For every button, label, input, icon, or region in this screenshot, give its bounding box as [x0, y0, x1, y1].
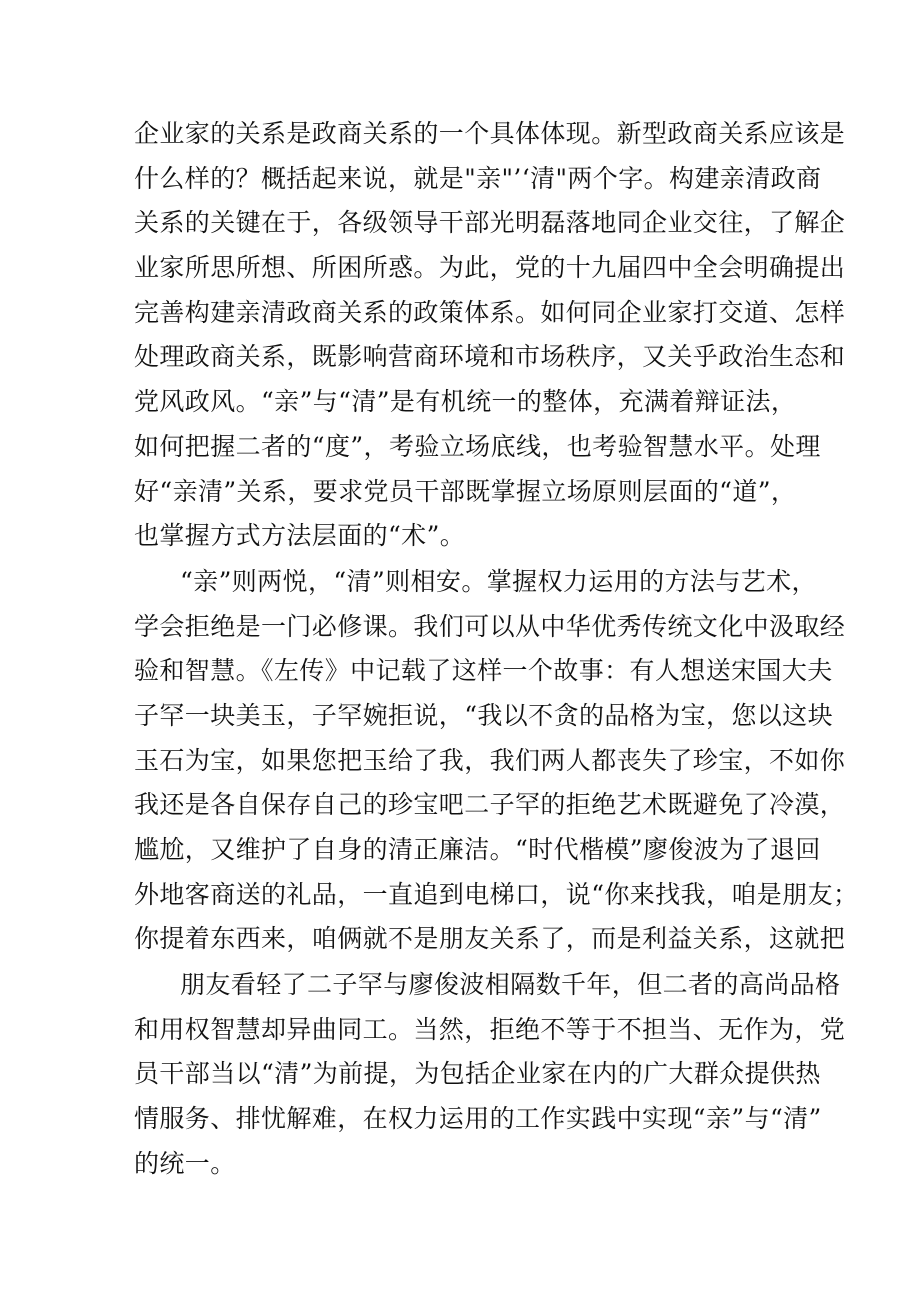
- text-line: 朋友看轻了二子罕与廖俊波相隔数千年，但二者的高尚品格: [180, 970, 841, 1000]
- text-line: 外地客商送的礼品，一直追到电梯口，说“你来找我，咱是朋友；: [134, 879, 859, 909]
- text-line: 学会拒绝是一门必修课。我们可以从中华优秀传统文化中汲取经: [134, 611, 846, 641]
- text-line: 什么样的？概括起来说，就是"亲"’‘清"两个字。构建亲清政商: [134, 163, 822, 193]
- text-line: 你提着东西来，咱俩就不是朋友关系了，而是利益关系，这就把: [134, 924, 846, 954]
- text-line: 也掌握方式方法层面的“术”。: [134, 521, 466, 551]
- text-line: 处理政商关系，既影响营商环境和市场秩序，又关乎政治生态和: [134, 342, 846, 372]
- paragraph-1: [134, 112, 846, 559]
- paragraph-3: [134, 963, 846, 1186]
- text-line: 验和智慧。《左传》中记载了这样一个故事：有人想送宋国大夫: [134, 656, 833, 686]
- text-line: 玉石为宝，如果您把玉给了我，我们两人都丧失了珍宝，不如你: [134, 745, 846, 775]
- text-line: 尴尬，又维护了自身的清正廉洁。“时代楷模”廖俊波为了退回: [134, 835, 821, 864]
- article-body: [134, 112, 859, 1187]
- text-line: “亲”则两悦，“清”则相安。掌握权力运用的方法与艺术，: [180, 566, 817, 596]
- paragraph-2: [134, 560, 859, 962]
- text-line: 和用权智慧却异曲同工。当然，拒绝不等于不担当、无作为，党: [134, 1014, 846, 1044]
- text-line: 我还是各自保存自己的珍宝吧二子罕的拒绝艺术既避免了冷漠，: [134, 790, 846, 820]
- text-line: 子罕一块美玉，子罕婉拒说，“我以不贪的品格为宝，您以这块: [134, 700, 833, 730]
- text-line: 如何把握二者的“度”，考验立场底线，也考验智慧水平。处理: [134, 431, 821, 461]
- text-line: 完善构建亲清政商关系的政策体系。如何同企业家打交道、怎样: [134, 297, 846, 327]
- text-line: 好“亲清”关系，要求党员干部既掌握立场原则层面的“道”，: [134, 476, 797, 506]
- text-line: 情服务、排忧解难，在权力运用的工作实践中实现“亲”与“清”: [134, 1104, 822, 1134]
- text-line: 业家所思所想、所困所惑。为此，党的十九届四中全会明确提出: [134, 253, 846, 283]
- text-line: 关系的关键在于，各级领导干部光明磊落地同企业交往，了解企: [134, 208, 846, 238]
- text-line: 员干部当以“清”为前提，为包括企业家在内的广大群众提供热: [134, 1059, 821, 1089]
- text-line: 的统一。: [134, 1148, 236, 1178]
- text-line: 党风政风。“亲”与“清”是有机统一的整体，充满着辩证法，: [134, 387, 797, 417]
- text-line: 企业家的关系是政商关系的一个具体体现。新型政商关系应该是: [134, 119, 846, 148]
